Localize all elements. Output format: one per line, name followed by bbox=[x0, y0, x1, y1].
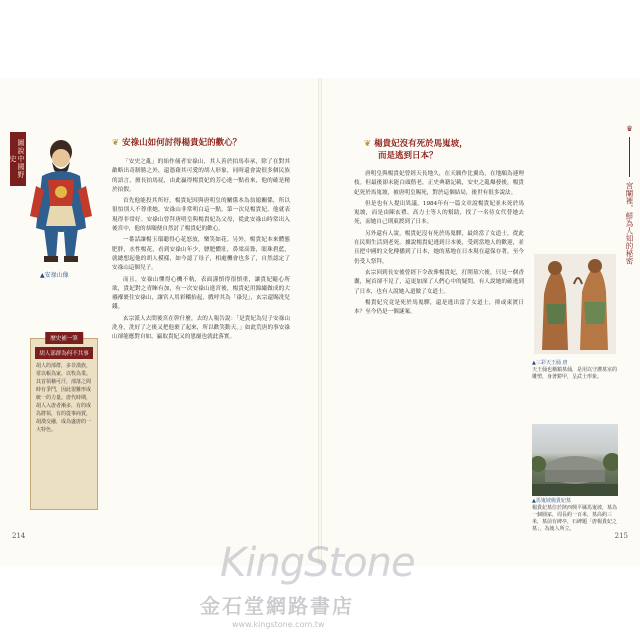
an-lushan-illustration bbox=[28, 136, 94, 266]
photo2-caption-text: 楊貴妃墓位於陝西興平縣馬嵬坡，墓為一個圓冢，周長約一百米，墓高約三米，墓前有碑亭，石碑題「唐楊貴妃之墓」，為後人所立。 bbox=[532, 505, 618, 532]
photo2-caption bbox=[532, 498, 618, 533]
right-side-label-text: 宮闈裡，鮮為人知的秘密 bbox=[625, 181, 634, 265]
crown-icon: ♛ bbox=[625, 124, 634, 133]
paragraph: 「安史之亂」的始作俑者安祿山，其人善於拍馬奉承，除了在對其敵略出奇制勝之外，還憑藉其可愛的胡人形象，同時還會說很多個民族的語言，擅長拍馬屁，由此贏得楊貴妃的芳心進一點看來，他的確是精於拍假。 bbox=[112, 159, 290, 193]
yang-guifei-tomb-photo bbox=[532, 424, 618, 496]
paragraph: 楊貴妃究竟是死於馬嵬驛，還是逃出當了女道士，抑或東渡日本？至今仍是一個謎案。 bbox=[354, 299, 524, 316]
section-title bbox=[112, 136, 241, 148]
watermark-name: 金石堂網路書店 bbox=[200, 594, 354, 618]
lotus-icon: ❦ bbox=[364, 139, 372, 149]
photo1-caption bbox=[532, 360, 618, 381]
paragraph: 另外還有人說，楊貴妃沒有死於馬嵬驛，最終當了女道士，從此在民間生活到老死。據說楊貴妃逃到日本後，受到當地人的歡迎，並且把中國的文化傳播到了日本，她的墓地在日本現在還保存著，至今仍受人祭拜。 bbox=[354, 230, 524, 265]
right-side-label bbox=[614, 124, 634, 264]
paragraph: 唐明皇與楊貴妃曾經天長地久，在天願作比翼鳥，在地願為連理枝。但最後卻未能白頭偕老，正史典籍記載，安史之亂爆發後，楊貴妃死於馬嵬坡，被唐明皇賜死，對於這個結局，後世有很多說法。 bbox=[354, 171, 524, 196]
lotus-icon: ❦ bbox=[112, 138, 120, 148]
paragraph: 首先他能投其所好，楊貴妃因與唐明皇的關係本為翁媳關係，所以很怕別人不尊重她，安祿山非常明白這一點，第一次見楊貴妃，他就表現得非常好。安祿山曾拜唐明皇與楊貴妃為父母，從此安祿山時常出入後宮中，他的恭順便自然討了楊貴妃的歡心。 bbox=[112, 198, 290, 233]
paragraph: 玄宗派人去問後宮在幹什麼，去的人報告說：「是貴妃為兒子安祿山洗身，洗好了之後又把他裹了起來，所以歡笑動天。」如此荒唐的事安祿山卻能應對自如，贏取貴妃又的恩寵也就此落實。 bbox=[112, 315, 290, 341]
paragraph: 玄宗回到長安後曾經下令改葬楊貴妃，打開墓穴後，只見一個香囊，屍首卻不見了，這更加深了人們心中的疑問，有人說她的確逃到了日本，也有人說她入道做了女道士。 bbox=[354, 269, 524, 295]
history-sidebar bbox=[30, 338, 98, 510]
page-number-left: 214 bbox=[12, 532, 26, 540]
left-side-label: 圖說中國野史 bbox=[10, 132, 26, 186]
sidebar-tab: 歷史補一筆 bbox=[45, 332, 83, 344]
sidebar-title: 胡人部群為何不共事 bbox=[35, 347, 93, 359]
page-number-right: 215 bbox=[614, 532, 628, 540]
side-rule bbox=[629, 137, 630, 177]
watermark-brand: KingStone bbox=[220, 540, 415, 586]
tomb-guardian-figurines-photo bbox=[534, 254, 616, 354]
section-title bbox=[364, 138, 534, 162]
paragraph: 但是也有人提出異議，1984年有一篇文章說楊貴妃並未死於馬嵬坡，而是由陳玄禮、高力士等人的幫助，找了一名侍女代替她去死，而她自己則東渡到了日本。 bbox=[354, 200, 524, 226]
figure-caption: ▲安祿山像 bbox=[40, 272, 69, 279]
right-body-text bbox=[354, 170, 524, 319]
sidebar-body: 胡人的部群，多非漢族，常以帳為家，以牧為業。其首領稱可汗，部落之間時有爭鬥，因此很難形成統一的力量。唐代時期，胡人入唐者漸多，有的成為將領，有的從事商賈，胡漢交融，成為盛唐的一大特色。 bbox=[36, 363, 92, 433]
photo2-caption-title: ▲馬嵬坡楊貴妃墓 bbox=[532, 498, 571, 504]
photo1-caption-text: 天王俑也稱鎮墓俑，是用以守護墓室的雕塑，身著鎧甲，呈武士形象。 bbox=[532, 367, 618, 380]
book-spread bbox=[0, 78, 640, 566]
left-body-text bbox=[112, 158, 290, 345]
paragraph: 而且，安祿山懂得心機不軌，表面謹慎得很慎重，讓貴妃隨心所欲，貴妃對之青睞有加，有一次安祿山進宮後，楊貴妃用錦繡做成的大襁褓裹住安祿山，讓宮人用彩轎抬起，戲呼其為「祿兒」，玄宗還賜洗兒錢。 bbox=[112, 276, 290, 311]
left-page bbox=[0, 78, 320, 566]
section-title-line1: 楊貴妃沒有死於馬嵬坡， bbox=[374, 139, 468, 149]
right-page bbox=[320, 78, 640, 566]
paragraph: 一番話讓楊玉環聽得心花怒放，樂笑如花。另外，楊貴妃本來體態肥胖，水性楊花，看到安祿山年少，膘肥體壯，鼻梁高聳，眼珠碧藍，就總想起他的胡人模樣，如今認了母子，相處機會也多了，自然認定了安祿山這個兒子。 bbox=[112, 237, 290, 272]
watermark-url: www.kingstone.com.tw bbox=[232, 620, 325, 629]
section-title-line2: 而是逃到日本？ bbox=[378, 151, 438, 161]
section-title-text: 安祿山如何討得楊貴妃的歡心？ bbox=[122, 138, 242, 148]
photo1-caption-title: ▲三彩天王俑 唐 bbox=[532, 360, 568, 366]
